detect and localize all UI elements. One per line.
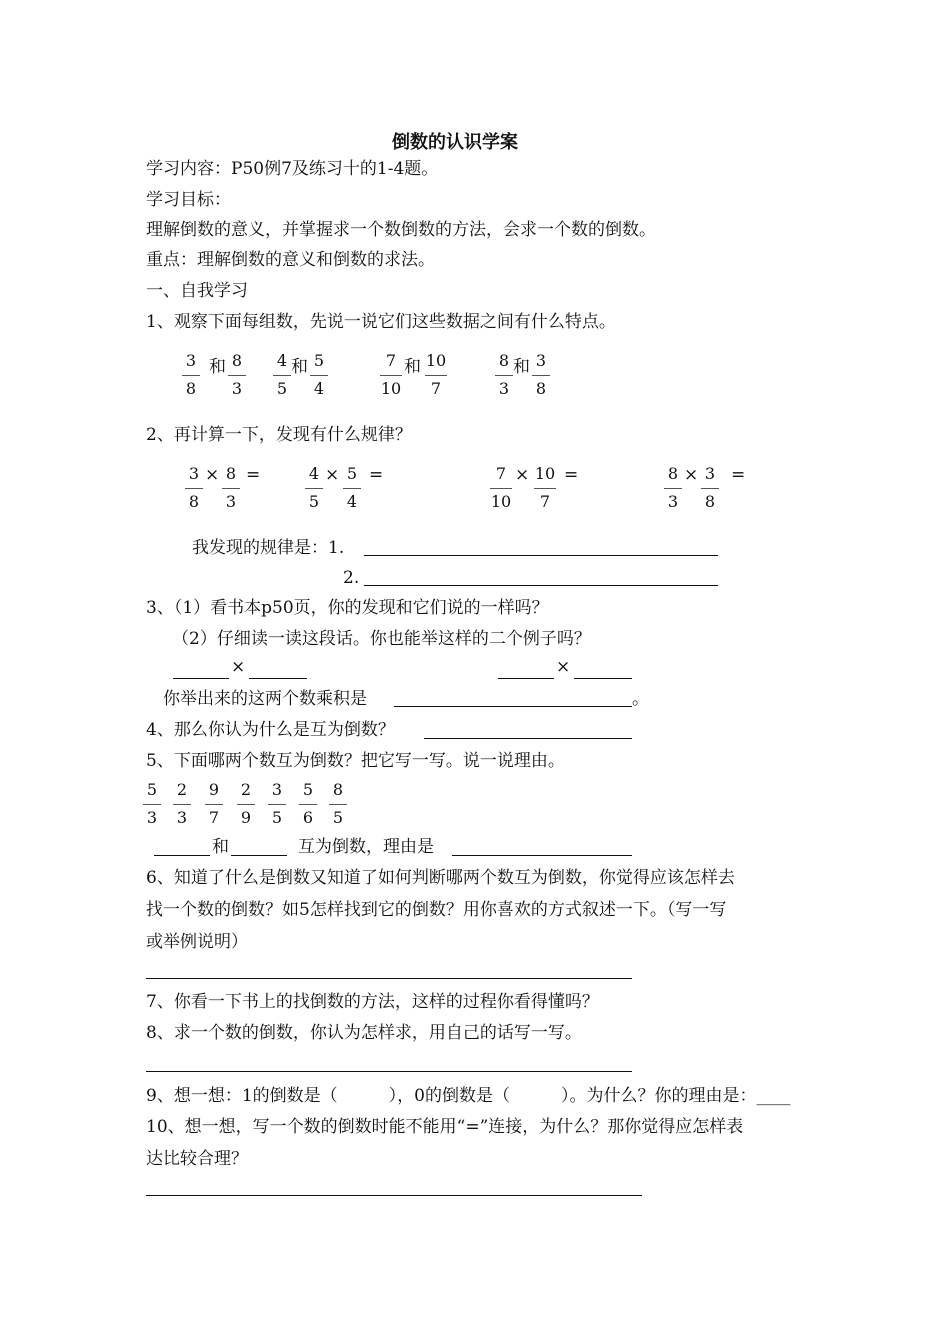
times-sign: × [684,465,699,485]
fraction: 8 3 [220,465,242,513]
question-10-line-1: 10、想一想，写一个数的倒数时能不能用“=”连接，为什么？那你觉得应怎样表 [146,1117,744,1137]
q10-answer-line[interactable] [146,1195,642,1196]
question-6-line-3: 或举例说明） [146,932,248,952]
fraction: 5 4 [308,352,330,400]
fraction: 2 9 [235,781,257,829]
question-3-part-2: （2）仔细读一读这段话。你也能举这样的二个例子吗？ [172,629,591,649]
q4-answer-line[interactable] [424,738,632,739]
times-sign: × [231,657,246,677]
fraction: 4 5 [303,465,325,513]
fraction: 3 8 [183,465,205,513]
key-point-line: 重点：理解倒数的意义和倒数的求法。 [146,250,435,270]
product-answer-line[interactable] [394,706,632,707]
example-blank[interactable] [498,678,554,679]
question-8: 8、求一个数的倒数，你认为怎样求，用自己的话写一写。 [146,1023,582,1043]
question-5: 5、下面哪两个数互为倒数？把它写一写。说一说理由。 [146,751,565,771]
q8-answer-line[interactable] [146,1071,632,1072]
goal-line: 理解倒数的意义，并掌握求一个数倒数的方法，会求一个数的倒数。 [146,220,656,240]
fraction: 3 5 [266,781,288,829]
question-10-line-2: 达比较合理？ [146,1149,248,1169]
example-blank[interactable] [173,678,229,679]
fraction: 8 5 [327,781,349,829]
and-word: 和 [212,837,229,857]
and-word: 和 [513,357,530,377]
question-7: 7、你看一下书上的找倒数的方法，这样的过程你看得懂吗？ [146,992,599,1012]
equals-sign: = [731,465,746,485]
fraction: 8 3 [493,352,515,400]
question-6-line-2: 找一个数的倒数？如5怎样找到它的倒数？用你喜欢的方式叙述一下。（写一写 [146,900,727,920]
section-heading: 一、自我学习 [146,281,248,301]
rule-label: 我发现的规律是：1. [192,538,345,558]
fraction: 4 5 [271,352,293,400]
fraction: 5 3 [141,781,163,829]
example-blank[interactable] [574,678,632,679]
fraction: 2 3 [171,781,193,829]
fraction: 8 3 [226,352,248,400]
q5-reason-line[interactable] [452,855,632,856]
fraction: 3 8 [180,352,202,400]
equals-sign: = [246,465,261,485]
fraction: 5 4 [341,465,363,513]
times-sign: × [515,465,530,485]
example-blank[interactable] [249,678,307,679]
question-2: 2、再计算一下，发现有什么规律？ [146,425,412,445]
fraction: 5 6 [297,781,319,829]
content-line: 学习内容：P50例7及练习十的1-4题。 [146,159,439,179]
fraction: 7 10 [380,351,402,398]
question-3-part-1: 3、（1）看书本p50页，你的发现和它们说的一样吗？ [146,598,549,618]
fraction: 7 10 [490,464,512,511]
fraction: 3 8 [530,352,552,400]
q5-blank-2[interactable] [231,855,287,856]
question-6-line-1: 6、知道了什么是倒数又知道了如何判断哪两个数互为倒数，你觉得应该怎样去 [146,868,735,888]
fraction: 10 7 [425,351,447,398]
rule-2-answer-line[interactable] [364,585,718,586]
and-word: 和 [209,357,226,377]
q6-answer-line[interactable] [146,978,632,979]
times-sign: × [325,465,340,485]
product-prompt: 你举出来的这两个数乘积是 [163,689,367,709]
equals-sign: = [369,465,384,485]
q5-blank-1[interactable] [154,855,210,856]
goal-label: 学习目标： [146,190,231,210]
equals-sign: = [564,465,579,485]
fraction: 3 8 [699,465,721,513]
mutual-reciprocal-label: 互为倒数，理由是 [298,837,434,857]
rule-2-label: 2. [343,568,360,588]
question-9: 9、想一想：1的倒数是（ ），0的倒数是（ ）。为什么？你的理由是：____ [146,1086,791,1106]
fraction: 10 7 [534,464,556,511]
fraction: 8 3 [662,465,684,513]
question-1: 1、观察下面每组数，先说一说它们这些数据之间有什么特点。 [146,312,616,332]
and-word: 和 [404,357,421,377]
times-sign: × [556,657,571,677]
period: 。 [632,689,649,709]
question-4: 4、那么你认为什么是互为倒数？ [146,720,395,740]
fraction: 9 7 [203,781,225,829]
times-sign: × [205,465,220,485]
rule-1-answer-line[interactable] [364,555,718,556]
page-title: 倒数的认识学案 [392,132,518,153]
and-word: 和 [291,357,308,377]
